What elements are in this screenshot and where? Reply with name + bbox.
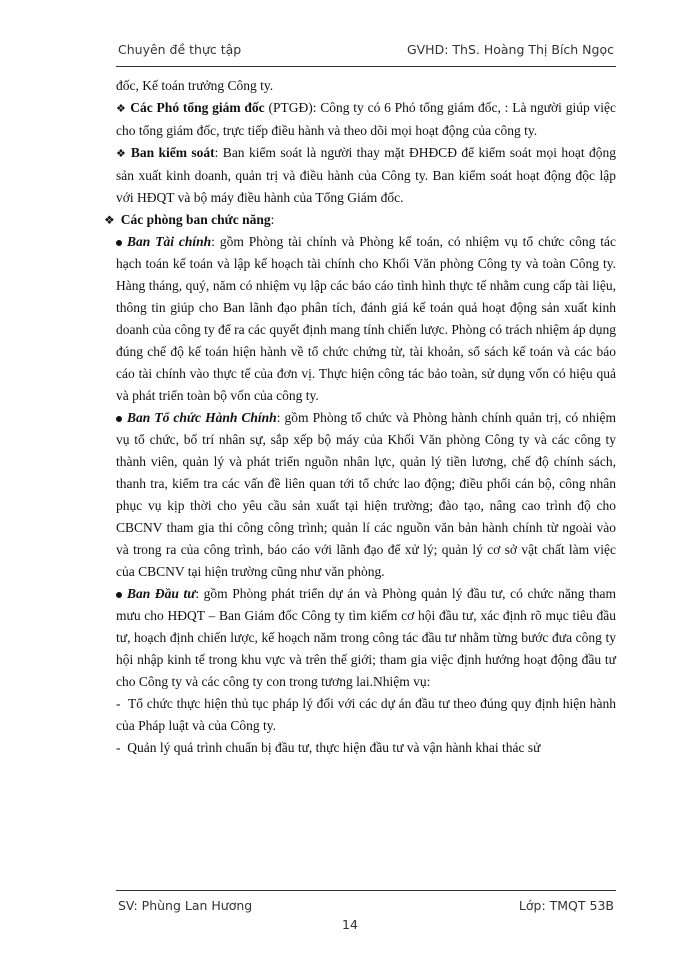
header-advisor: GVHD: ThS. Hoàng Thị Bích Ngọc: [406, 42, 614, 57]
paragraph-deputy-directors: [116, 97, 616, 142]
footer-class: Lớp: TMQT 53B: [518, 898, 614, 913]
deputy-directors-label: Các Phó tổng giám đốc: [130, 100, 265, 115]
round-bullet-icon: [116, 592, 122, 598]
paragraph-continuation: đốc, Kế toán trưởng Công ty.: [116, 78, 274, 93]
page-number: 14: [342, 917, 358, 932]
list-item-text: Tổ chức thực hiện thủ tục pháp lý đối với các dự án đầu tư theo đúng quy định hiện hành của Pháp luật và của Công ty.: [116, 696, 616, 733]
dash-bullet: -: [116, 696, 121, 711]
finance-dept-text: : gồm Phòng tài chính và Phòng kế toán, có nhiệm vụ tổ chức công tác hạch toán kế toán và lập kế hoạch tài chính cho Khối Văn phòng Công ty và toàn Công ty. Hàng tháng, quý, năm có nhiệm vụ lập các báo cáo tình hình thực tế nhằm cung cấp tài liệu, thông tin giúp cho Ban lãnh đạo phân tích, đánh giá kế toán quả hoạt động sản xuất kinh doanh của công ty để ra các quyết định mang tính chiến lược. Phòng có trách nhiệm áp dụng đúng chế độ kế toán hiện hành về tổ chức chứng từ, tài khoản, sổ sách kế toán và các báo cáo tài chính vào thực tế của đơn vị. Thực hiện công tác bảo toàn, sử dụng vốn có hiệu quả và phát triển toàn bộ vốn của công ty.: [116, 234, 616, 403]
admin-dept-text: : gồm Phòng tổ chức và Phòng hành chính quản trị, có nhiệm vụ tổ chức, bố trí nhân sự, sắp xếp bộ máy của Khối Văn phòng Công ty và các công ty thành viên, quản lý và phát triển nguồn nhân lực, quản lý tiền lương, chế độ chính sách, thanh tra, kiểm tra các vấn đề liên quan tới tổ chức lao động; điều phối cán bộ, công nhân phục vụ kịp thời cho yêu cầu sản xuất tại hiện trường; đào tạo, nâng cao trình độ cho CBCNV tham gia thi công công trình; quản lí các nguồn văn bản hành chính từ ngoài vào và trong ra của công trình, báo cáo với lãnh đạo để xử lý; quản lý cơ sở vật chất làm việc của CBCNV tại hiện trường cũng như văn phòng.: [116, 410, 616, 579]
section-heading-suffix: :: [270, 212, 275, 227]
document-body: [104, 75, 617, 759]
header-course-title: Chuyên đề thực tập: [118, 42, 242, 57]
diamond-bullet-icon: ❖: [104, 213, 115, 227]
section-heading-text: Các phòng ban chức năng: [120, 212, 271, 227]
diamond-bullet-icon: ❖: [116, 148, 127, 160]
finance-dept-label: Ban Tài chính: [127, 234, 212, 249]
admin-dept-label: Ban Tổ chức Hành Chính: [127, 410, 277, 425]
list-item-text: Quản lý quá trình chuẩn bị đầu tư, thực hiện đầu tư và vận hành khai thác sử: [127, 740, 541, 755]
supervisory-board-text: : Ban kiểm soát là người thay mặt ĐHĐCĐ để kiểm soát mọi hoạt động sản xuất kinh doanh, quản trị và điều hành của Công ty. Ban kiểm soát hoạt động độc lập với HĐQT và bộ máy điều hành của Tổng Giám đốc.: [116, 145, 616, 205]
round-bullet-icon: [116, 240, 122, 246]
page-header: [116, 40, 616, 67]
diamond-bullet-icon: ❖: [116, 103, 127, 115]
page-footer: [116, 890, 616, 915]
investment-dept-text: : gồm Phòng phát triển dự án và Phòng quản lý đầu tư, có chức năng tham mưu cho HĐQT – Ban Giám đốc Công ty tìm kiếm cơ hội đầu tư, xác định rõ mục tiêu đầu tư, hoạch định chiến lược, kế hoạch năm trong công tác đầu tư nhằm từng bước đưa công ty hội nhập kinh tế trong khu vực và trên thế giới; tham gia việc định hướng hoạt động đầu tư cho Công ty và các công ty con trong tương lai.Nhiệm vụ:: [116, 586, 617, 689]
section-heading: [104, 209, 616, 231]
investment-dept-label: Ban Đầu tư: [127, 586, 196, 601]
deputy-directors-text: (PTGĐ): Công ty có 6 Phó tổng giám đốc, : Là người giúp việc cho tổng giám đốc, trực tiếp điều hành và theo dõi mọi hoạt động của công ty.: [116, 100, 616, 138]
paragraph-investment-dept: [116, 583, 616, 693]
paragraph-supervisory-board: [116, 142, 616, 209]
list-item: [116, 693, 616, 737]
paragraph-admin-dept: [116, 407, 616, 583]
list-item: [116, 737, 616, 759]
footer-student: SV: Phùng Lan Hương: [118, 898, 253, 913]
dash-bullet: -: [116, 740, 121, 755]
round-bullet-icon: [116, 416, 122, 422]
supervisory-board-label: Ban kiểm soát: [130, 145, 215, 160]
paragraph-finance-dept: [116, 231, 616, 407]
